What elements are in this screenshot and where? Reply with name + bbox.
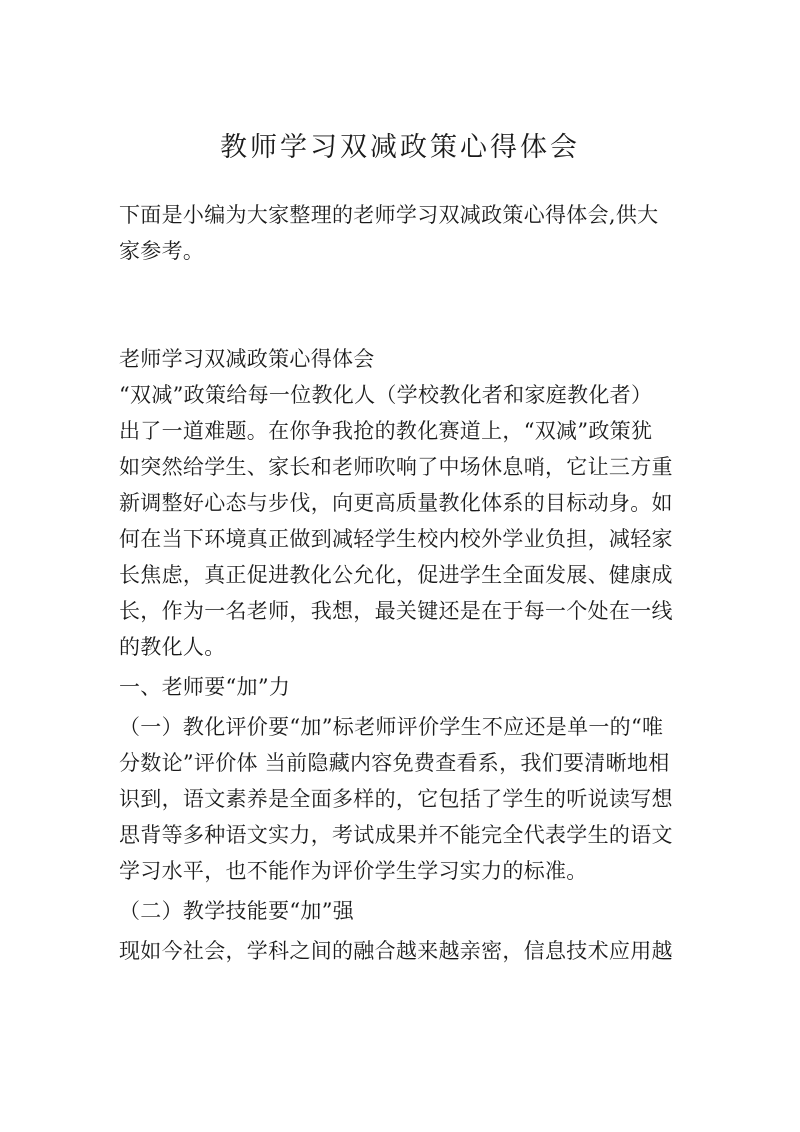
section-2-body	[119, 933, 691, 969]
paragraph-line: 现如今社会，学科之间的融合越来越亲密，信息技术应用越	[119, 939, 673, 963]
paragraph-line: 何在当下环境真正做到减轻学生校内校外学业负担，减轻家	[119, 527, 673, 551]
intro-line: 下面是小编为大家整理的老师学习双减政策心得体会,供大	[119, 203, 659, 227]
paragraph-1	[119, 377, 691, 665]
paragraph-line: 长焦虑，真正促进教化公允化，促进学生全面发展、健康成	[119, 563, 673, 587]
intro-line: 家参考。	[119, 239, 205, 263]
paragraph-line: “双减”政策给每一位教化人（学校教化者和家庭教化者）	[119, 383, 653, 407]
document-title: 教师学习双减政策心得体会	[220, 132, 580, 163]
paragraph-line: 识到，语文素养是全面多样的，它包括了学生的听说读写想	[119, 787, 673, 811]
intro-paragraph	[119, 197, 691, 269]
paragraph-line: 长，作为一名老师，我想，最关键还是在于每一个处在一线	[119, 599, 673, 623]
paragraph-line: 的教化人。	[119, 635, 226, 659]
document-body	[119, 197, 691, 969]
section-heading-1: 一、老师要“加”力	[119, 675, 291, 699]
section-1-body	[119, 709, 691, 889]
paragraph-line: （一）教化评价要“加”标老师评价学生不应还是单一的“唯	[119, 715, 664, 739]
paragraph-line: 新调整好心态与步伐，向更高质量教化体系的目标动身。如	[119, 491, 673, 515]
section-heading-2: （二）教学技能要“加”强	[119, 899, 355, 923]
paragraph-line: 思背等多种语文实力，考试成果并不能完全代表学生的语文	[119, 823, 673, 847]
paragraph-line: 如突然给学生、家长和老师吹响了中场休息哨，它让三方重	[119, 455, 673, 479]
subtitle: 老师学习双减政策心得体会	[119, 347, 375, 371]
paragraph-line: 出了一道难题。在你争我抢的教化赛道上，“双减”政策犹	[119, 419, 653, 443]
paragraph-line: 分数论”评价体 当前隐藏内容免费查看系，我们要清晰地相	[119, 751, 670, 775]
paragraph-line: 学习水平，也不能作为评价学生学习实力的标准。	[119, 859, 588, 883]
